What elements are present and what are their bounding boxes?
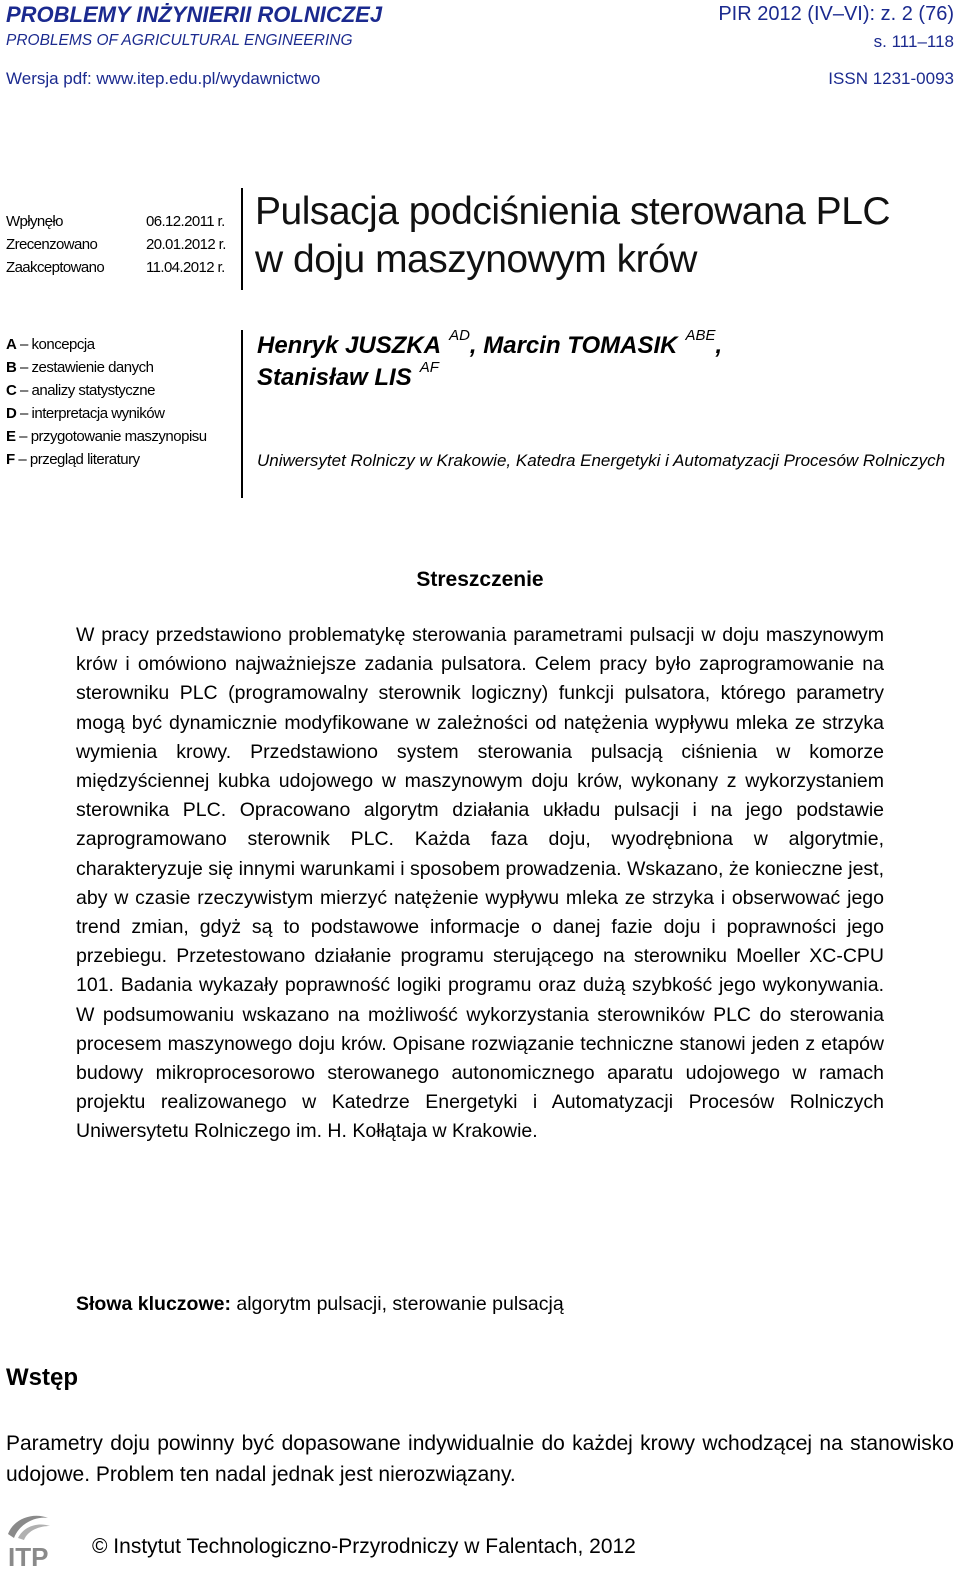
author-roles: ABE xyxy=(685,327,716,344)
abstract-heading: Streszczenie xyxy=(416,568,544,591)
issue-info: PIR 2012 (IV–VI): z. 2 (76) xyxy=(718,3,954,25)
issn: ISSN 1231-0093 xyxy=(828,69,954,88)
legend-item: B – zestawienie danych xyxy=(6,359,154,376)
abstract-body: W pracy przedstawiono problematykę sterowania parametrami pulsacji w doju maszynowym krów i omówiono najważniejsze zadania pulsatora. Celem pracy było zaprogramowanie na sterowniku PLC (programowalny sterownik logiczny) funkcji pulsatora, którego parametry mogą być dynamicznie modyfikowane w zależności od natężenia wypływu mleka ze strzyka wymienia krowy. Przedstawiono system sterowania pulsacją ciśnienia w komorze międzyściennej kubka udojowego w maszynowym doju krów, wykonany z wykorzystaniem sterownika PLC. Opracowano algorytm działania układu pulsacji i na jego podstawie zaprogramowano sterownik PLC. Każda faza doju, wyodrębniona w algorytmie, charakteryzuje się innymi warunkami i sposobem prowadzenia. Wskazano, że konieczne jest, aby w czasie rzeczywistym mierzyć natężenie wypływu mleka ze strzyka i obserwować jego trend zmian, gdyż są to podstawowe informacje o danej fazie doju i poprawności jego przebiegu. Przetestowano działanie programu sterującego na sterowniku Moeller XC-CPU 101. Badania wykazały poprawność logiki programu oraz dużą szybkość jego wykonywania. W podsumowaniu wskazano na możliwość wykorzystania sterowników PLC do sterowania procesem maszynowego doju krów. Opisane rozwiązanie techniczne stanowi jeden z etapów budowy mikroprocesorowo sterowanego autonomicznego aparatu udojowego w ramach projektu realizowanego w Katedrze Energetyki i Automatyzacji Procesów Rolniczych Uniwersytetu Rolniczego im. H. Kołłątaja w Krakowie. xyxy=(76,624,884,1143)
authors-line xyxy=(257,359,722,394)
journal-title-en: PROBLEMS OF AGRICULTURAL ENGINEERING xyxy=(6,32,353,49)
legend-text: analizy statystyczne xyxy=(31,382,155,399)
date-value: 11.04.2012 r. xyxy=(146,259,225,276)
contribution-legend xyxy=(6,333,207,471)
legend-item: F – przegląd literatury xyxy=(6,451,140,468)
date-value: 06.12.2011 r. xyxy=(146,213,225,230)
legend-text: przegląd literatury xyxy=(29,451,140,468)
date-value: 20.01.2012 r. xyxy=(146,236,226,253)
legend-text: koncepcja xyxy=(31,336,95,353)
pdf-version-link[interactable]: Wersja pdf: www.itep.edu.pl/wydawnictwo xyxy=(6,69,321,88)
article-title-line: Pulsacja podciśnienia sterowana PLC xyxy=(255,190,891,233)
journal-title-pl: PROBLEMY INŻYNIERII ROLNICZEJ xyxy=(6,2,383,27)
legend-item: C – analizy statystyczne xyxy=(6,382,155,399)
author-roles: AD xyxy=(449,327,470,344)
vertical-divider xyxy=(241,188,243,290)
article-title xyxy=(255,188,890,284)
legend-item: D – interpretacja wyników xyxy=(6,405,165,422)
itp-logo-text: ITP xyxy=(8,1542,49,1568)
legend-letter: F xyxy=(6,451,15,468)
legend-text: przygotowanie maszynopisu xyxy=(30,428,207,445)
affiliation: Uniwersytet Rolniczy w Krakowie, Katedra Energetyki i Automatyzacji Procesów Rolniczych xyxy=(257,451,946,470)
vertical-divider xyxy=(241,330,243,498)
page-range: s. 111–118 xyxy=(873,32,954,51)
keywords-label: Słowa kluczowe: xyxy=(76,1293,231,1315)
author-name: Marcin TOMASIK xyxy=(483,332,678,359)
legend-item: A – koncepcja xyxy=(6,336,95,353)
author-name: Stanisław LIS xyxy=(257,364,412,391)
intro-paragraph: Parametry doju powinny być dopasowane indywidualnie do każdej krowy wchodzącej na stanowisko udojowe. Problem ten nadal jednak jest nierozwiązany. xyxy=(6,1432,954,1486)
legend-letter: B xyxy=(6,359,17,376)
author-roles: AF xyxy=(419,359,439,376)
legend-item: E – przygotowanie maszynopisu xyxy=(6,428,207,445)
legend-letter: C xyxy=(6,382,17,399)
legend-letter: A xyxy=(6,336,17,353)
keywords-text: algorytm pulsacji, sterowanie pulsacją xyxy=(236,1293,564,1315)
copyright: © Instytut Technologiczno-Przyrodniczy w Falentach, 2012 xyxy=(92,1535,636,1558)
itp-logo xyxy=(4,1508,82,1568)
date-label: Zrecenzowano xyxy=(6,236,98,253)
keywords xyxy=(76,1293,884,1316)
legend-text: zestawienie danych xyxy=(31,359,154,376)
article-title-line: w doju maszynowym krów xyxy=(255,238,697,281)
legend-letter: D xyxy=(6,405,17,422)
section-heading-intro: Wstęp xyxy=(6,1364,78,1391)
date-label: Zaakceptowano xyxy=(6,259,105,276)
authors xyxy=(257,327,723,394)
legend-letter: E xyxy=(6,428,16,445)
legend-text: interpretacja wyników xyxy=(31,405,165,422)
authors-line: Henryk JUSZKA $^{AD}$, Marcin TOMASIK $^{ABE}$, xyxy=(257,327,723,359)
itp-logo-icon xyxy=(4,1508,82,1568)
author-name: Henryk JUSZKA xyxy=(257,332,442,359)
date-label: Wpłynęło xyxy=(6,213,63,230)
